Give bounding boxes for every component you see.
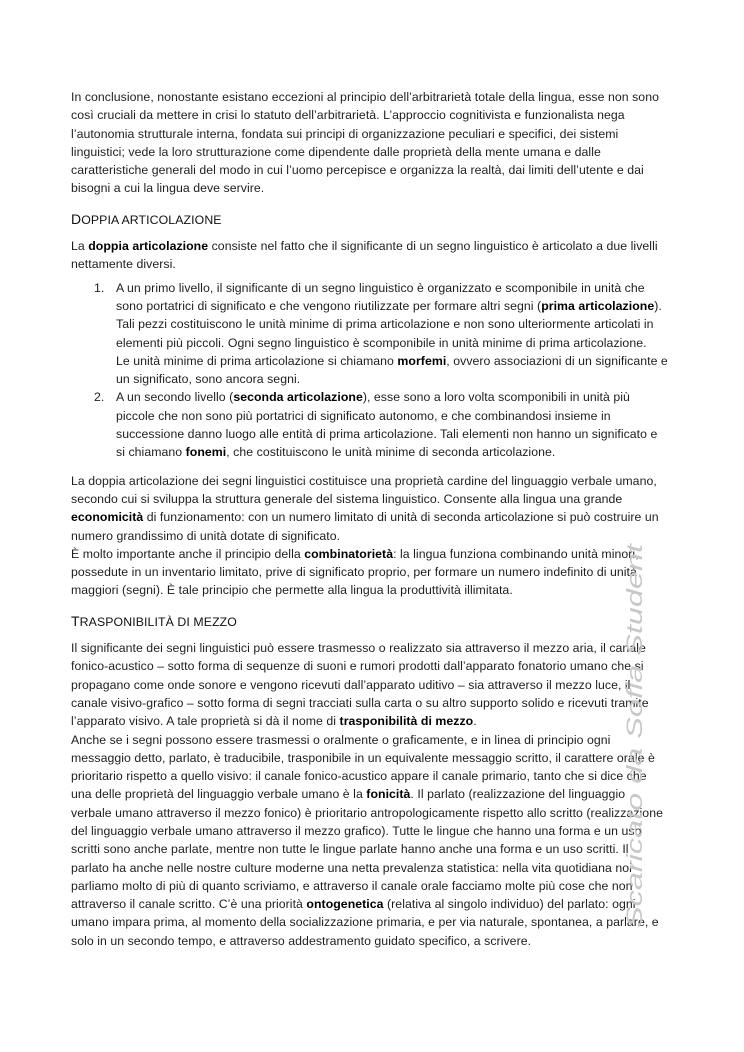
intro-paragraph: In conclusione, nonostante esistano eccezioni al principio dell’arbitrarietà totale della lingua, esse non sono così cruciali da mettere in crisi lo statuto dell’arbitrarietà. L’approccio cognitivista e funzionalista nega l’autonomia strutturale interna, fondata sui principi di organizzazione peculiari e specifici, dei sistemi linguistici; vede la loro strutturazione come dipendente dalle proprietà della mente umana e dalle caratteristiche generali del modo in cui l’uomo percepisce e organizza la realtà, dai limiti dell’utente e dai bisogni a cui la lingua deve servire. xyxy=(71,90,659,196)
medium-paragraph xyxy=(71,639,669,730)
heading-initial: T xyxy=(71,612,80,629)
text-run: Il significante dei segni linguistici può essere trasmesso o realizzato sia attraverso il mezzo aria, il canale fonico-acustico – sotto forma di sequenze di suoni e rumori prodotti dall’apparato fonatorio umano che si propagano come onde sonore e vengono ricevuti dall’apparato uditivo – sia attraverso il mezzo luce, il canale visivo-grafico – sotto forma di segni tracciati sulla carta o su altro supporto solido e ricevuti tramite l’apparato visivo. A tale proprietà si dà il nome di xyxy=(71,641,649,729)
bold-term: fonicità xyxy=(366,787,411,802)
section-heading-trasponibilita xyxy=(71,612,669,631)
bold-term: trasponibilità di mezzo xyxy=(339,714,474,729)
text-run: , ovvero associazioni di un significante e un significato, sono ancora segni. xyxy=(116,353,668,387)
text-run: È molto importante anche il principio della xyxy=(71,546,305,561)
text-run: Le unità minime di prima articolazione si chiamano xyxy=(116,353,398,368)
list-number: 2. xyxy=(94,390,105,405)
text-run: Anche se i segni possono essere trasmessi o oralmente o graficamente, e in linea di principio ogni messaggio detto, parlato, è traducibile, trasponibile in un equivalente messaggio scritto, il carattere orale è prioritario rispetto a quello visivo: il canale fonico-acustico appare il canale primario, tanto che si dice che una delle proprietà del linguaggio verbale umano è la xyxy=(71,732,655,802)
text-run: . Il parlato (realizzazione del linguaggio verbale umano attraverso il mezzo fonico) è prioritario antropologicamente rispetto allo scritto (realizzazione del linguaggio verbale umano attraverso il mezzo grafico). Tutte le lingue che hanno una forma e un uso scritti sono anche parlate, mentre non tutte le lingue parlate hanno anche una forma e un uso scritti. Il parlato ha anche nelle nostre culture moderne una netta prevalenza statistica: nella vita quotidiana noi parliamo molto di più di quanto scriviamo, e attraverso il canale orale facciamo molte più cose che non attraverso il canale scritto. C’è una priorità xyxy=(71,787,663,912)
heading-initial: D xyxy=(71,210,82,227)
bold-term: seconda articolazione xyxy=(233,390,363,405)
section-heading-doppia-articolazione xyxy=(71,210,669,229)
list-item xyxy=(71,279,669,389)
definition-paragraph xyxy=(71,237,669,274)
document-body xyxy=(71,88,669,950)
bold-term: morfemi xyxy=(397,353,447,368)
bold-term: combinatorietà xyxy=(304,546,394,561)
heading-rest: RASPONIBILITÀ DI MEZZO xyxy=(79,614,237,629)
combinatoriality-paragraph xyxy=(71,545,669,600)
text-run: A un secondo livello ( xyxy=(116,390,234,405)
text-run: (relativa al singolo individuo) del parlato: ogni umano impara prima, al momento della socializzazione primaria, e per via naturale, spontanea, a parlare, e solo in un secondo tempo, e attraverso addestramento guidato specifico, a scrivere. xyxy=(71,897,659,948)
text-run: consiste nel fatto che il significante di un segno linguistico è articolato a due livelli nettamente diversi. xyxy=(71,239,658,272)
bold-term: fonemi xyxy=(185,445,227,460)
watermark-text: Scaricato da Sofia Student xyxy=(622,667,647,928)
bold-term: economicità xyxy=(71,510,144,525)
bold-term: prima articolazione xyxy=(541,298,655,313)
text-run: La xyxy=(71,239,89,254)
text-run: . xyxy=(473,714,477,729)
list-item xyxy=(71,388,669,461)
watermark-graphic xyxy=(620,540,650,930)
text-run: A un primo livello, il significante di un segno linguistico è organizzato e scomponibile in unità che sono portatrici di significato e che vengono riutilizzate per formare altri segni ( xyxy=(116,280,645,313)
economicity-paragraph xyxy=(71,472,669,545)
articulation-list xyxy=(71,279,669,462)
text-run: ). Tali pezzi costituiscono le unità minime di prima articolazione e non sono ulteriormente articolati in elementi più piccoli. Ogni segno linguistico è scomponibile in unità minime di prima articolazione. xyxy=(116,298,662,350)
bold-term: ontogenetica xyxy=(306,897,384,912)
bold-term: doppia articolazione xyxy=(88,239,209,254)
heading-rest: OPPIA ARTICOLAZIONE xyxy=(81,212,222,227)
text-run: di funzionamento: con un numero limitato di unità di seconda articolazione si può costruire un numero grandissimo di unità dotate di significato. xyxy=(71,510,659,543)
text-run: ), esse sono a loro volta scomponibili in unità più piccole che non sono più portatrici di significato autonomo, e che combinandosi insieme in successione danno luogo alle entità di prima articolazione. Tali elementi non hanno un significato e si chiamano xyxy=(116,390,658,460)
text-run: La doppia articolazione dei segni linguistici costituisce una proprietà cardine del linguaggio verbale umano, secondo cui si sviluppa la struttura generale del sistema linguistico. Consente alla lingua una grande xyxy=(71,473,657,506)
text-run: , che costituiscono le unità minime di seconda articolazione. xyxy=(226,445,556,460)
phonicity-paragraph xyxy=(71,731,669,951)
text-run: : la lingua funziona combinando unità minori, possedute in un inventario limitato, prive di significato proprio, per formare un numero indefinito di unità maggiori (segni). È tale principio che permette alla lingua la produttività illimitata. xyxy=(71,546,639,598)
watermark xyxy=(620,540,650,930)
list-number: 1. xyxy=(94,280,105,295)
